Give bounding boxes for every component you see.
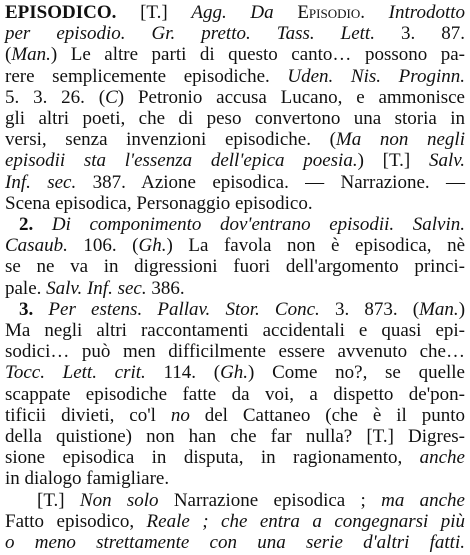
entry-text: Di componimento dov'entrano episodii. Salvin. — [51, 214, 465, 235]
entry-text: EPISODICO. — [5, 2, 117, 23]
entry-line — [5, 532, 465, 554]
entry-text: 3. — [19, 298, 49, 320]
entry-text: scappate episodiche fatte da voi, a dispetto de'pon- — [5, 383, 465, 405]
entry-text: Salv. Inf. sec. — [46, 277, 147, 299]
entry-line — [5, 66, 465, 88]
entry-text: Non solo — [79, 489, 159, 511]
entry-line — [37, 490, 465, 512]
entry-text: C — [105, 86, 118, 108]
entry-text: 114. ( — [145, 362, 221, 384]
entry-line — [5, 129, 465, 151]
entry-text: se ne va in digressioni fuori dell'argomento princi- — [5, 256, 465, 278]
entry-text: Tocc. Lett. crit. — [5, 362, 146, 384]
entry-text: versi, senza invenzioni episodiche. ( — [5, 129, 336, 151]
entry-text: ) La favola non è episodica, nè — [166, 235, 465, 257]
entry-text: sodici… può men difficilmente essere avvenuto che… — [5, 341, 465, 363]
entry-line — [5, 320, 465, 342]
entry-text: 387. Azione episodica. — Narrazione. — — [76, 171, 465, 193]
entry-text: sione episodica in disputa, in ragionamento, — [5, 447, 420, 469]
entry-text: Man. — [419, 298, 459, 320]
entry-text: Episodio. — [297, 2, 365, 23]
entry-text: no — [170, 404, 190, 426]
entry-line — [5, 193, 313, 215]
entry-line — [19, 214, 465, 236]
entry-line — [5, 150, 465, 172]
entry-text: 5. 3. 26. ( — [5, 86, 106, 108]
entry-text: tificii divieti, co'l — [5, 404, 171, 426]
entry-text: 3. 873. ( — [319, 298, 420, 320]
entry-line — [5, 468, 169, 490]
entry-text: in dialogo famigliare. — [5, 468, 170, 490]
entry-line — [5, 23, 465, 45]
entry-line — [5, 108, 465, 130]
entry-text: 2. — [19, 214, 52, 235]
entry-line — [5, 44, 465, 66]
entry-text: rere semplicemente episodiche. — [5, 65, 288, 87]
entry-text: Reale ; che entra a congegnarsi più — [146, 510, 465, 532]
entry-text: del Cattaneo (che è il punto — [189, 404, 465, 426]
entry-text: Ma negli altri raccontamenti accidentali e quasi epi- — [5, 320, 465, 341]
entry-line — [19, 299, 465, 321]
entry-line — [5, 235, 465, 257]
entry-text: ( — [5, 44, 12, 66]
entry-text: ) Come no?, se quelle — [248, 362, 465, 384]
entry-text: pale. — [5, 277, 47, 299]
entry-text: Casaub. — [5, 235, 68, 257]
entry-text: Narrazione episodica ; — [158, 489, 382, 511]
entry-text: 3. 87. — [374, 23, 466, 45]
entry-text: 386. — [146, 277, 185, 299]
entry-line — [5, 278, 185, 300]
entry-text: Scena episodica, Personaggio episodico. — [5, 192, 313, 214]
entry-text: Gh. — [220, 362, 249, 384]
entry-text: Introdotto — [364, 2, 466, 23]
entry-text: per episodio. Gr. pretto. Tass. Lett. — [5, 23, 375, 45]
entry-text: Agg. Da — [191, 2, 298, 23]
entry-text: ) [T.] — [357, 150, 429, 172]
entry-text: ) Le altre parti di questo canto… possono pa- — [50, 44, 465, 66]
entry-text: o meno strettamente con una serie d'altri fatti. — [5, 532, 465, 553]
entry-text: [T.] — [116, 2, 192, 23]
entry-text: Salv. — [428, 150, 465, 172]
entry-line — [5, 384, 465, 406]
entry-line — [5, 2, 465, 24]
entry-line — [5, 341, 465, 363]
entry-text: anche — [419, 447, 465, 469]
entry-text: Per estens. Pallav. Stor. Conc. — [48, 298, 320, 320]
entry-text: episodii sta l'essenza dell'epica poesia. — [5, 150, 358, 172]
entry-text: della quistione) non han che far nulla? [T.] Digres- — [5, 426, 465, 447]
entry-text: 106. ( — [67, 235, 139, 257]
entry-text: Ma non negli — [335, 129, 465, 151]
entry-text: [T.] — [37, 489, 80, 511]
entry-line — [5, 256, 465, 278]
entry-text: gli altri poeti, che di peso convertono una storia in — [5, 108, 465, 129]
dictionary-entry — [5, 0, 465, 555]
entry-line — [5, 87, 465, 109]
entry-text: ) Petronio accusa Lucano, e ammonisce — [117, 86, 465, 108]
entry-line — [5, 362, 465, 384]
entry-text: ma anche — [381, 489, 465, 511]
entry-text: ) — [458, 298, 466, 320]
entry-text: Inf. sec. — [5, 171, 77, 193]
entry-text: Man. — [11, 44, 51, 66]
entry-text: Fatto episodico, — [5, 510, 147, 532]
entry-line — [5, 447, 465, 469]
entry-line — [5, 511, 465, 533]
entry-text: Gh. — [138, 235, 167, 257]
entry-text: Uden. Nis. Proginn. — [287, 65, 465, 87]
entry-line — [5, 426, 465, 448]
entry-line — [5, 172, 465, 194]
entry-line — [5, 405, 465, 427]
